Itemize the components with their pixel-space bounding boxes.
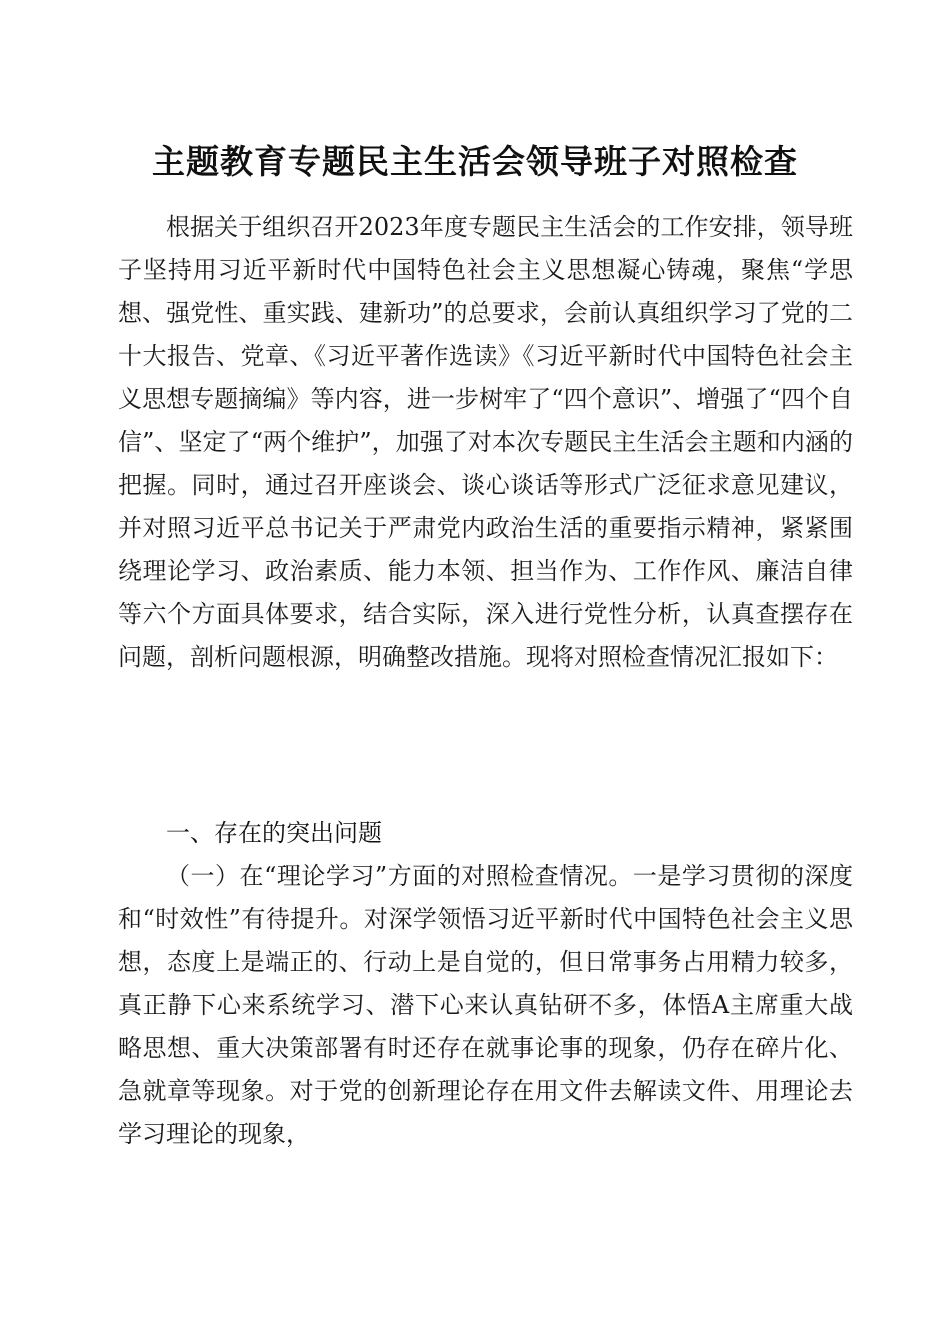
intro-paragraph: 根据关于组织召开2023年度专题民主生活会的工作安排，领导班子坚持用习近平新时代中国特色社会主义思想凝心铸魂，聚焦“学思想、强党性、重实践、建新功”的总要求，会前认真组织学习了党的二十大报告、党章、《习近平著作选读》《习近平新时代中国特色社会主义思想专题摘编》等内容，进一步树牢了“四个意识”、增强了“四个自信”、坚定了“两个维护”，加强了对本次专题民主生活会主题和内涵的把握。同时，通过召开座谈会、谈心谈话等形式广泛征求意见建议，并对照习近平总书记关于严肃党内政治生活的重要指示精神，紧紧围绕理论学习、政治素质、能力本领、担当作为、工作作风、廉洁自律等六个方面具体要求，结合实际，深入进行党性分析，认真查摆存在问题，剖析问题根源，明确整改措施。现将对照检查情况汇报如下： — [118, 213, 853, 671]
document-title: 主题教育专题民主生活会领导班子对照检查 — [152, 142, 798, 181]
section-heading: 一、存在的突出问题 — [166, 819, 382, 847]
section1-paragraph: （一）在“理论学习”方面的对照检查情况。一是学习贯彻的深度和“时效性”有待提升。对深学领悟习近平新时代中国特色社会主义思想，态度上是端正的、行动上是自觉的，但日常事务占用精力较多，真正静下心来系统学习、潜下心来认真钻研不多，体悟A主席重大战略思想、重大决策部署有时还存在就事论事的现象，仍存在碎片化、急就章等现象。对于党的创新理论存在用文件去解读文件、用理论去学习理论的现象， — [118, 862, 853, 1148]
